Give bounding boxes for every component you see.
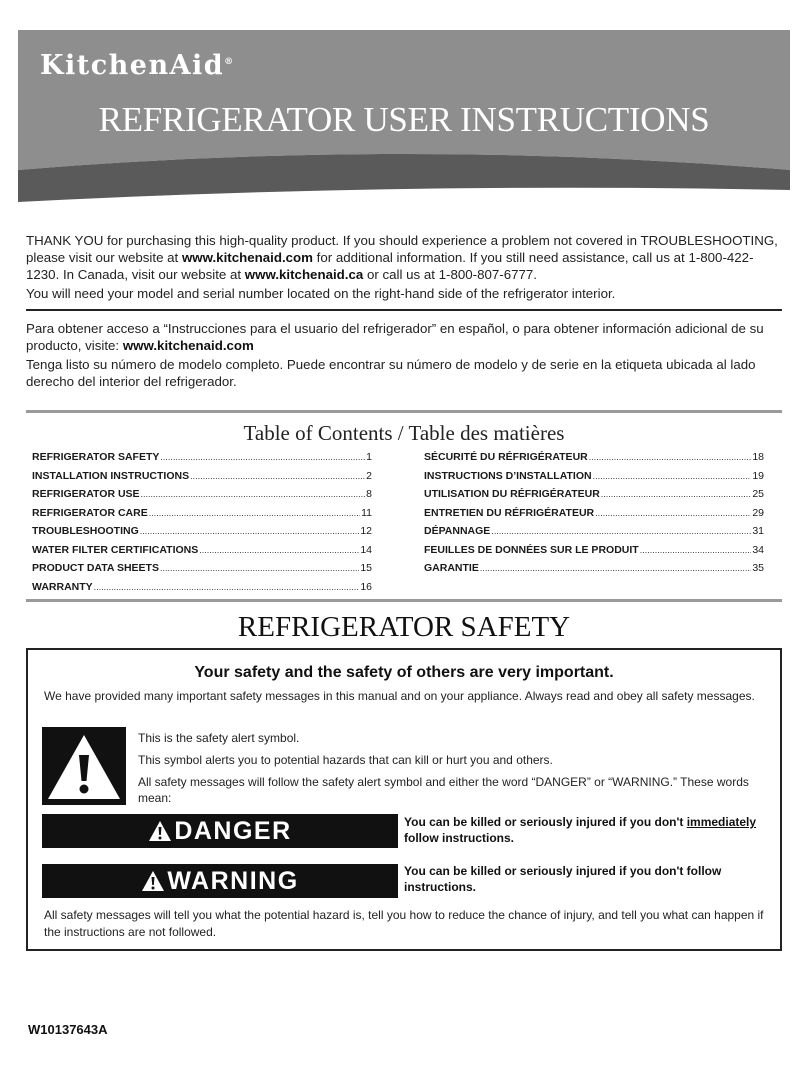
- document-title: REFRIGERATOR USER INSTRUCTIONS: [98, 100, 710, 139]
- toc-entry[interactable]: INSTRUCTIONS D’INSTALLATION ..... 19: [424, 467, 764, 486]
- website-link-spanish[interactable]: www.kitchenaid.com: [122, 338, 254, 353]
- toc-entry[interactable]: UTILISATION DU RÉFRIGÉRATEUR ..... 25: [424, 485, 764, 504]
- alert-triangle-icon: [148, 820, 172, 842]
- toc-entry[interactable]: TROUBLESHOOTING ..... 12: [32, 522, 372, 541]
- toc-entry[interactable]: REFRIGERATOR USE ..... 8: [32, 485, 372, 504]
- divider: [26, 410, 782, 413]
- alert-symbol-text: All safety messages will follow the safety alert symbol and either the word “DANGER” or “WARNING.” These words mean:: [138, 775, 749, 805]
- safety-footer: All safety messages will tell you what the potential hazard is, tell you how to reduce the chance of injury, and tell you what can happen if the instructions are not followed.: [44, 908, 764, 939]
- alert-symbol-text: This is the safety alert symbol.: [138, 731, 300, 745]
- toc-entry[interactable]: WATER FILTER CERTIFICATIONS ..... 14: [32, 541, 372, 560]
- toc-entry[interactable]: INSTALLATION INSTRUCTIONS ..... 2: [32, 467, 372, 486]
- toc-entry[interactable]: PRODUCT DATA SHEETS ..... 15: [32, 559, 372, 578]
- danger-description: You can be killed or seriously injured if you don't immediately follow instructions.: [404, 815, 757, 845]
- toc-entry[interactable]: REFRIGERATOR CARE ..... 11: [32, 504, 372, 523]
- toc-entry[interactable]: ENTRETIEN DU RÉFRIGÉRATEUR ..... 29: [424, 504, 764, 523]
- warning-description: You can be killed or seriously injured if you don't follow instructions.: [404, 864, 722, 894]
- model-serial-note-spanish: Tenga listo su número de modelo completo. Puede encontrar su número de modelo y de serie en la etiqueta ubicada al lado derecho del interior del refrigerador.: [26, 357, 756, 389]
- safety-heading: Your safety and the safety of others are very important.: [194, 664, 614, 681]
- safety-alert-icon: [42, 727, 126, 805]
- model-serial-note: You will need your model and serial number located on the right-hand side of the refrigerator interior.: [26, 286, 616, 301]
- website-link-us[interactable]: www.kitchenaid.com: [181, 250, 313, 265]
- section-title: REFRIGERATOR SAFETY: [237, 611, 571, 643]
- safety-box: [26, 648, 782, 951]
- brand-logo: KitchenAid®: [40, 50, 234, 81]
- toc-english: [32, 448, 372, 596]
- toc-entry[interactable]: GARANTIE ..... 35: [424, 559, 764, 578]
- toc-entry[interactable]: FEUILLES DE DONNÉES SUR LE PRODUIT ..... 34: [424, 541, 764, 560]
- website-link-canada[interactable]: www.kitchenaid.ca: [244, 267, 364, 282]
- document-number: W10137643A: [28, 1022, 108, 1037]
- toc-french: [424, 448, 764, 578]
- toc-entry[interactable]: DÉPANNAGE ..... 31: [424, 522, 764, 541]
- intro-paragraph-spanish: Para obtener acceso a “Instrucciones para el usuario del refrigerador” en español, o para obtener información adicional de su producto, visite: www.kitchenaid.com: [26, 321, 764, 353]
- divider: [26, 309, 782, 311]
- alert-symbol-text: This symbol alerts you to potential hazards that can kill or hurt you and others.: [138, 753, 553, 767]
- alert-triangle-icon: [141, 870, 165, 892]
- header-banner: [18, 30, 790, 210]
- toc-entry[interactable]: WARRANTY ..... 16: [32, 578, 372, 597]
- toc-entry[interactable]: SÉCURITÉ DU RÉFRIGÉRATEUR ..... 18: [424, 448, 764, 467]
- divider: [26, 599, 782, 602]
- toc-title: Table of Contents / Table des matières: [243, 421, 565, 445]
- danger-signal-word: DANGER: [42, 814, 398, 848]
- safety-intro: We have provided many important safety messages in this manual and on your appliance. Always read and obey all safety messages.: [44, 689, 755, 703]
- toc-entry[interactable]: REFRIGERATOR SAFETY ..... 1: [32, 448, 372, 467]
- intro-paragraph-english: THANK YOU for purchasing this high-quality product. If you should experience a problem not covered in TROUBLESHOOTING, please visit our website at www.kitchenaid.com for additional information. If you still need assistance, call us at 1-800-422-1230. In Canada, visit our website at www.kitchenaid.ca or call us at 1-800-807-6777.: [26, 233, 778, 282]
- warning-signal-word: WARNING: [42, 864, 398, 898]
